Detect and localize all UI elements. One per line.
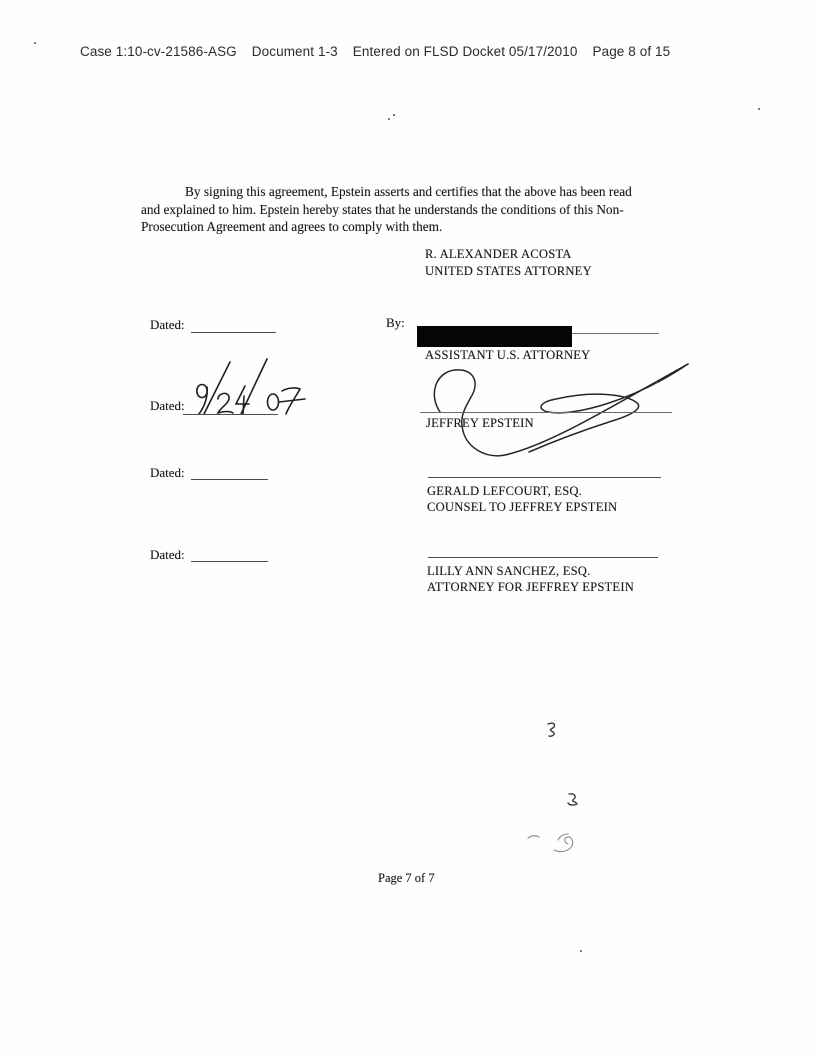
signature-line-3 (428, 477, 661, 478)
signer-title-1: ASSISTANT U.S. ATTORNEY (425, 348, 591, 362)
scan-speck (34, 42, 36, 44)
signer-name-2: JEFFREY EPSTEIN (426, 416, 534, 430)
page-footer: Page 7 of 7 (378, 871, 435, 885)
epstein-signature (400, 352, 700, 470)
dated-line-4 (191, 561, 268, 562)
dated-line-2 (183, 414, 278, 415)
signer-name-3: GERALD LEFCOURT, ESQ. (427, 484, 583, 498)
paragraph-line: Prosecution Agreement and agrees to comply with them. (141, 219, 443, 235)
agreement-paragraph (141, 183, 701, 236)
dated-label-3: Dated: (150, 465, 185, 480)
dated-label-1: Dated: (150, 317, 185, 332)
signer-title-4: ATTORNEY FOR JEFFREY EPSTEIN (427, 580, 635, 594)
signer-name-4: LILLY ANN SANCHEZ, ESQ. (427, 564, 591, 578)
attorney-title: UNITED STATES ATTORNEY (425, 264, 592, 278)
us-attorney-block (425, 246, 592, 280)
signature-line-1 (572, 333, 659, 334)
dated-label-2: Dated: (150, 398, 185, 413)
signature-line-2 (420, 412, 672, 413)
paragraph-line: and explained to him. Epstein hereby states that he understands the conditions of this Non- (141, 201, 624, 217)
ink-smudge (524, 826, 584, 856)
ink-smudge (544, 720, 560, 740)
scan-speck (393, 114, 395, 116)
scan-speck (655, 381, 657, 383)
attorney-name: R. ALEXANDER ACOSTA (425, 247, 572, 261)
dated-line-1 (191, 332, 276, 333)
by-label: By: (386, 315, 405, 330)
signer-title-3: COUNSEL TO JEFFREY EPSTEIN (427, 500, 618, 514)
dated-line-3 (191, 479, 268, 480)
docket-entry: Entered on FLSD Docket 05/17/2010 (352, 44, 578, 59)
scan-speck (388, 118, 390, 120)
ink-smudge (564, 791, 582, 809)
dated-label-4: Dated: (150, 547, 185, 562)
case-number: Case 1:10-cv-21586-ASG (80, 44, 237, 59)
handwritten-date-9-24-07 (185, 356, 307, 418)
scan-speck (758, 108, 760, 110)
scan-speck (580, 950, 582, 952)
paragraph-line: By signing this agreement, Epstein asserts and certifies that the above has been read (185, 184, 632, 199)
redaction-bar (417, 326, 572, 347)
document-number: Document 1-3 (251, 44, 338, 59)
page-stamp: Page 8 of 15 (592, 44, 671, 59)
signature-line-4 (428, 557, 658, 558)
case-header (80, 44, 760, 59)
